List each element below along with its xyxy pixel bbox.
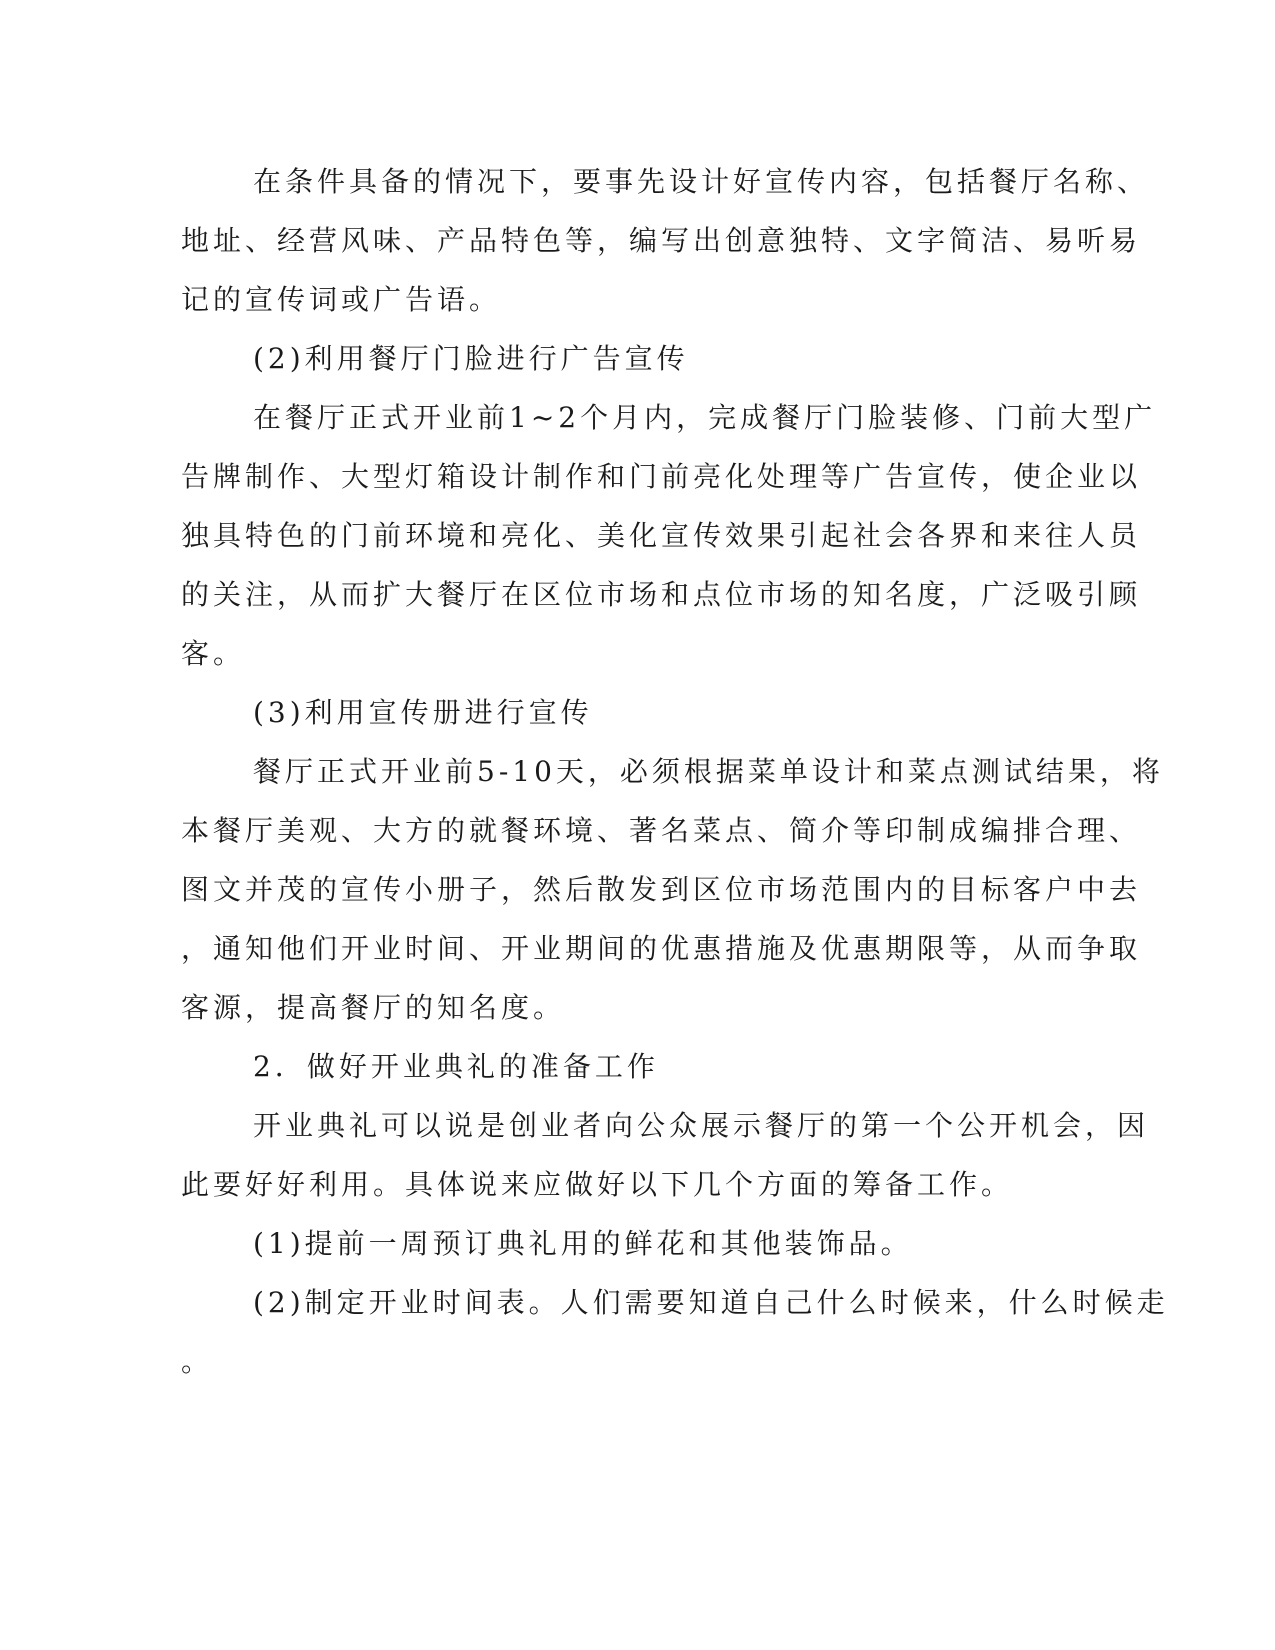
section-heading: 2．做好开业典礼的准备工作 <box>253 1050 659 1083</box>
paragraph-line: 。 <box>181 1345 214 1378</box>
paragraph-line: 餐厅正式开业前5-10天，必须根据菜单设计和菜点测试结果，将 <box>253 755 1164 788</box>
section-heading: (3)利用宣传册进行宣传 <box>253 696 593 729</box>
document-body <box>181 152 1169 1391</box>
paragraph-line: 独具特色的门前环境和亮化、美化宣传效果引起社会各界和来往人员 <box>181 519 1142 552</box>
paragraph-line: ，通知他们开业时间、开业期间的优惠措施及优惠期限等，从而争取 <box>181 932 1142 965</box>
paragraph-line: 此要好好利用。具体说来应做好以下几个方面的筹备工作。 <box>181 1168 1014 1201</box>
paragraph-line: 地址、经营风味、产品特色等，编写出创意独特、文字简洁、易听易 <box>181 224 1142 257</box>
paragraph-line: 客。 <box>181 637 246 670</box>
paragraph-line: 图文并茂的宣传小册子，然后散发到区位市场范围内的目标客户中去 <box>181 873 1142 906</box>
list-item: (1)提前一周预订典礼用的鲜花和其他装饰品。 <box>253 1227 913 1260</box>
paragraph-line: 开业典礼可以说是创业者向公众展示餐厅的第一个公开机会，因 <box>253 1109 1150 1142</box>
paragraph-line: 记的宣传词或广告语。 <box>181 283 502 316</box>
paragraph-line: 在餐厅正式开业前1~2个月内，完成餐厅门脸装修、门前大型广 <box>253 401 1157 434</box>
section-heading: (2)利用餐厅门脸进行广告宣传 <box>253 342 689 375</box>
paragraph-line: 告牌制作、大型灯箱设计制作和门前亮化处理等广告宣传，使企业以 <box>181 460 1142 493</box>
paragraph-line: 本餐厅美观、大方的就餐环境、著名菜点、简介等印制成编排合理、 <box>181 814 1142 847</box>
paragraph-line: 的关注，从而扩大餐厅在区位市场和点位市场的知名度，广泛吸引顾 <box>181 578 1142 611</box>
paragraph-line: 在条件具备的情况下，要事先设计好宣传内容，包括餐厅名称、 <box>253 165 1150 198</box>
paragraph-line: 客源，提高餐厅的知名度。 <box>181 991 566 1024</box>
list-item: (2)制定开业时间表。人们需要知道自己什么时候来，什么时候走 <box>253 1286 1169 1319</box>
